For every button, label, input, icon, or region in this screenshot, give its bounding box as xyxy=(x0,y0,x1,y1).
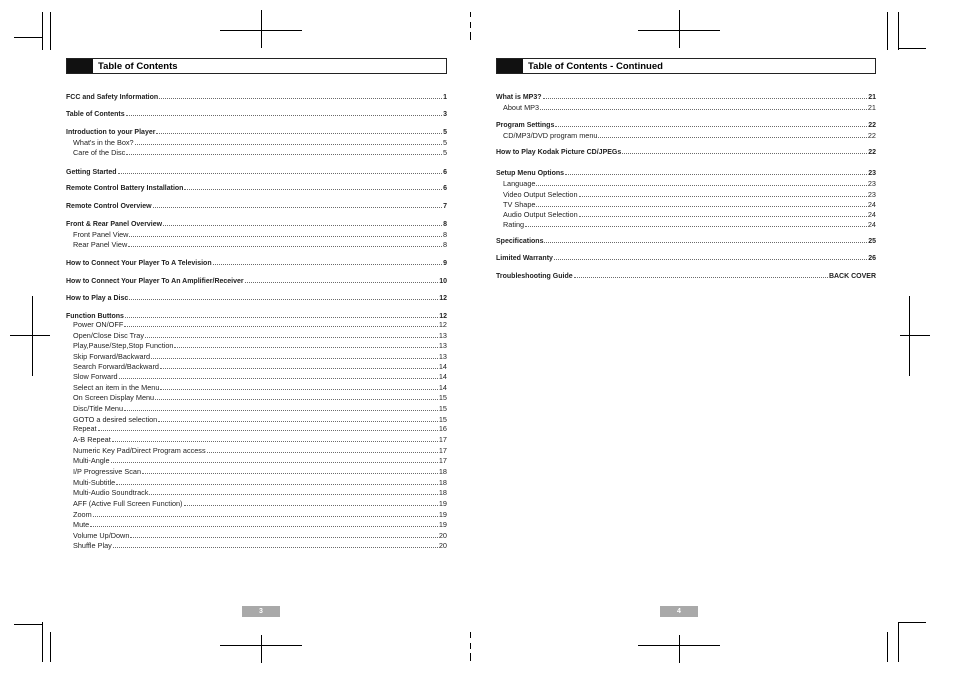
toc-entry-page: 19 xyxy=(438,520,447,529)
dot-leader xyxy=(124,319,438,327)
page-title: Table of Contents xyxy=(98,61,178,72)
toc-entry-title: Rating xyxy=(503,220,525,229)
toc-entry-page: 20 xyxy=(438,541,447,550)
toc-entry-title: Remote Control Overview xyxy=(66,203,152,210)
toc-entry-title: Troubleshooting Guide xyxy=(496,273,573,280)
toc-header-left xyxy=(66,58,447,74)
toc-entry-title: On Screen Display Menu xyxy=(73,393,155,402)
dot-leader xyxy=(124,403,438,411)
toc-entry-page: 19 xyxy=(438,499,447,508)
toc-entry-page: 22 xyxy=(868,149,876,156)
dot-leader xyxy=(579,209,867,217)
toc-entry-title: How to Connect Your Player To An Amplifier/Receiver xyxy=(66,278,244,285)
toc-entry-title: GOTO a desired selection xyxy=(73,415,158,424)
toc-entry-page: 17 xyxy=(438,435,447,444)
toc-entry-page: 6 xyxy=(443,169,447,176)
toc-entry-title: Rear Panel View xyxy=(73,240,128,249)
toc-entry-title: Multi-Subtitle xyxy=(73,478,116,487)
dot-leader xyxy=(126,147,442,155)
toc-entry xyxy=(496,270,876,281)
toc-entry-title: FCC and Safety Information xyxy=(66,94,159,101)
dot-leader xyxy=(156,126,442,134)
toc-entry-page: 26 xyxy=(868,255,876,262)
toc-entry-page: 15 xyxy=(438,404,447,413)
toc-entry-page: 22 xyxy=(867,131,876,140)
toc-entry-title: Introduction to your Player xyxy=(66,129,156,136)
toc-entry-title: How to Connect Your Player To A Television xyxy=(66,260,212,267)
toc-entry xyxy=(66,126,447,137)
toc-entry-page: 23 xyxy=(867,179,876,188)
toc-subentry xyxy=(66,239,447,250)
dot-leader xyxy=(135,137,442,145)
toc-entry-title: Multi-Audio Soundtrack xyxy=(73,488,149,497)
toc-entry-title: Numeric Key Pad/Direct Program access xyxy=(73,446,206,455)
toc-entry-title: Slow Forward xyxy=(73,372,118,381)
toc-page-right xyxy=(496,58,876,280)
toc-entry-title: Multi-Angle xyxy=(73,456,110,465)
toc-entry-page: 24 xyxy=(867,200,876,209)
dot-leader xyxy=(129,292,438,300)
dot-leader xyxy=(160,361,438,369)
toc-entry-title: Skip Forward/Backward xyxy=(73,352,151,361)
toc-entry-title: Play,Pause/Step,Stop Function xyxy=(73,341,174,350)
toc-subentry xyxy=(496,219,876,230)
toc-entry-title: Shuffle Play xyxy=(73,541,112,550)
toc-entry-page: 10 xyxy=(439,278,447,285)
dot-leader xyxy=(153,200,443,208)
toc-entry xyxy=(66,108,447,119)
toc-entry-page: 8 xyxy=(442,240,447,249)
toc-entry-page: 5 xyxy=(443,129,447,136)
toc-entry-title: Front & Rear Panel Overview xyxy=(66,221,163,228)
toc-entry-page: BACK COVER xyxy=(828,273,876,280)
toc-entry-page: 24 xyxy=(867,220,876,229)
toc-entry-page: 15 xyxy=(438,415,447,424)
toc-subentry xyxy=(66,147,447,158)
toc-entry-title: Function Buttons xyxy=(66,313,124,320)
dot-leader xyxy=(543,91,868,99)
toc-entry-title: About MP3 xyxy=(503,103,540,112)
toc-entry-page: 12 xyxy=(439,313,447,320)
toc-entry xyxy=(496,235,876,246)
toc-entry-page: 7 xyxy=(443,203,447,210)
toc-entry-title: CD/MP3/DVD program menu xyxy=(503,131,598,140)
toc-entry-title: AFF (Active Full Screen Function) xyxy=(73,499,183,508)
toc-subentry xyxy=(66,519,447,530)
toc-entry-title: What's in the Box? xyxy=(73,138,134,147)
toc-entry-title: Disc/Title Menu xyxy=(73,404,124,413)
dot-leader xyxy=(622,146,867,154)
toc-entry-title: Open/Close Disc Tray xyxy=(73,331,144,340)
toc-entry-page: 8 xyxy=(443,221,447,228)
dot-leader xyxy=(145,330,438,338)
dot-leader xyxy=(598,130,866,138)
header-block xyxy=(497,59,523,73)
dot-leader xyxy=(544,235,867,243)
dot-leader xyxy=(93,509,438,517)
toc-entry-page: 14 xyxy=(438,372,447,381)
toc-entry-page: 9 xyxy=(443,260,447,267)
dot-leader xyxy=(213,257,442,265)
toc-entry-page: 13 xyxy=(438,341,447,350)
toc-entry-page: 5 xyxy=(442,138,447,147)
toc-entry-title: Table of Contents xyxy=(66,111,125,118)
toc-entry xyxy=(496,119,876,130)
dot-leader xyxy=(130,530,437,538)
toc-entry-page: 12 xyxy=(439,295,447,302)
toc-entry-page: 13 xyxy=(438,352,447,361)
toc-entry-title: Volume Up/Down xyxy=(73,531,130,540)
toc-entry-title: Setup Menu Options xyxy=(496,170,565,177)
dot-leader xyxy=(118,166,443,174)
toc-subentry xyxy=(66,498,447,509)
dot-leader xyxy=(113,540,438,548)
toc-entry-title: How to Play a Disc xyxy=(66,295,129,302)
dot-leader xyxy=(142,466,438,474)
dot-leader xyxy=(554,252,867,260)
toc-entry-title: I/P Progressive Scan xyxy=(73,467,142,476)
toc-entry-title: A-B Repeat xyxy=(73,435,111,444)
toc-entry xyxy=(66,166,447,177)
page-title: Table of Contents - Continued xyxy=(528,61,663,72)
toc-entry-page: 23 xyxy=(867,190,876,199)
toc-subentry xyxy=(66,540,447,551)
toc-entry-page: 23 xyxy=(868,170,876,177)
toc-entry-page: 25 xyxy=(868,238,876,245)
toc-entry-title: Video Output Selection xyxy=(503,190,578,199)
toc-entry-page: 3 xyxy=(443,111,447,118)
header-block xyxy=(67,59,93,73)
toc-entry-page: 17 xyxy=(438,456,447,465)
dot-leader xyxy=(174,340,437,348)
toc-entry-page: 15 xyxy=(438,393,447,402)
toc-subentry xyxy=(66,371,447,382)
toc-entry-page: 19 xyxy=(438,510,447,519)
dot-leader xyxy=(207,445,438,453)
toc-entry-page: 21 xyxy=(868,94,876,101)
toc-subentry xyxy=(66,466,447,477)
dot-leader xyxy=(525,219,867,227)
toc-entry xyxy=(66,275,447,286)
toc-subentry xyxy=(496,102,876,113)
toc-header-right xyxy=(496,58,876,74)
dot-leader xyxy=(536,178,866,186)
toc-entry-title: What is MP3? xyxy=(496,94,542,101)
toc-subentry xyxy=(66,455,447,466)
dot-leader xyxy=(119,371,438,379)
toc-entry-page: 12 xyxy=(438,320,447,329)
toc-entry-page: 24 xyxy=(867,210,876,219)
toc-entry xyxy=(66,257,447,268)
toc-entry-title: How to Play Kodak Picture CD/JPEGs xyxy=(496,149,622,156)
toc-entry-title: Audio Output Selection xyxy=(503,210,578,219)
dot-leader xyxy=(149,487,437,495)
dot-leader xyxy=(129,229,442,237)
toc-entry-page: 14 xyxy=(438,362,447,371)
toc-entry-title: Specifications xyxy=(496,238,544,245)
dot-leader xyxy=(159,91,442,99)
dot-leader xyxy=(112,434,438,442)
dot-leader xyxy=(184,498,438,506)
toc-entry-title: TV Shape xyxy=(503,200,536,209)
toc-subentry xyxy=(66,403,447,414)
page-number-right: 4 xyxy=(660,606,698,617)
toc-entry xyxy=(66,182,447,193)
toc-subentry xyxy=(66,487,447,498)
toc-entry-page: 18 xyxy=(438,488,447,497)
toc-entry-page: 13 xyxy=(438,331,447,340)
toc-entry xyxy=(66,200,447,211)
toc-entry-page: 21 xyxy=(867,103,876,112)
dot-leader xyxy=(111,455,438,463)
dot-leader xyxy=(555,119,867,127)
dot-leader xyxy=(163,218,442,226)
dot-leader xyxy=(579,189,867,197)
toc-entry xyxy=(66,218,447,229)
dot-leader xyxy=(151,351,438,359)
toc-subentry xyxy=(66,423,447,434)
page-number-left: 3 xyxy=(242,606,280,617)
toc-entry-title: Select an item in the Menu xyxy=(73,383,160,392)
toc-subentry xyxy=(66,434,447,445)
toc-entry-page: 16 xyxy=(438,424,447,433)
toc-entry xyxy=(496,252,876,263)
toc-subentry xyxy=(66,392,447,403)
dot-leader xyxy=(158,414,438,422)
dot-leader xyxy=(565,167,867,175)
toc-entry-title: Program Settings xyxy=(496,122,555,129)
toc-entry-page: 18 xyxy=(438,467,447,476)
toc-entry-title: Zoom xyxy=(73,510,92,519)
toc-entry-title: Language xyxy=(503,179,536,188)
toc-entry-page: 22 xyxy=(868,122,876,129)
toc-entry-title: Search Forward/Backward xyxy=(73,362,159,371)
dot-leader xyxy=(116,477,438,485)
dot-leader xyxy=(160,382,437,390)
toc-entry-page: 18 xyxy=(438,478,447,487)
dot-leader xyxy=(536,199,866,207)
toc-entry-page: 5 xyxy=(442,148,447,157)
toc-entry-page: 14 xyxy=(438,383,447,392)
dot-leader xyxy=(574,270,828,278)
toc-entry-page: 8 xyxy=(442,230,447,239)
toc-subentry xyxy=(496,178,876,189)
toc-entry-title: Repeat xyxy=(73,424,97,433)
toc-entry-title: Front Panel View xyxy=(73,230,129,239)
toc-entry xyxy=(66,292,447,303)
toc-entry xyxy=(496,146,876,157)
toc-entry-title: Mute xyxy=(73,520,90,529)
dot-leader xyxy=(125,310,438,318)
toc-subentry xyxy=(66,340,447,351)
dot-leader xyxy=(184,182,442,190)
dot-leader xyxy=(245,275,439,283)
toc-entry-title: Care of the Disc xyxy=(73,148,126,157)
toc-subentry xyxy=(496,130,876,141)
toc-page-left xyxy=(66,58,447,550)
toc-entry-page: 17 xyxy=(438,446,447,455)
dot-leader xyxy=(540,102,867,110)
dot-leader xyxy=(98,423,438,431)
toc-entry xyxy=(66,91,447,102)
toc-entry-page: 6 xyxy=(443,185,447,192)
dot-leader xyxy=(90,519,438,527)
toc-entry-title: Limited Warranty xyxy=(496,255,553,262)
toc-entry xyxy=(496,91,876,102)
toc-entry-title: Remote Control Battery Installation xyxy=(66,185,184,192)
toc-subentry xyxy=(66,319,447,330)
toc-entry-page: 1 xyxy=(443,94,447,101)
dot-leader xyxy=(126,108,443,116)
toc-entry-page: 20 xyxy=(438,531,447,540)
dot-leader xyxy=(128,239,442,247)
toc-entry-title: Getting Started xyxy=(66,169,117,176)
toc-entry xyxy=(496,167,876,178)
toc-entry-title: Power ON/OFF xyxy=(73,320,124,329)
dot-leader xyxy=(155,392,438,400)
